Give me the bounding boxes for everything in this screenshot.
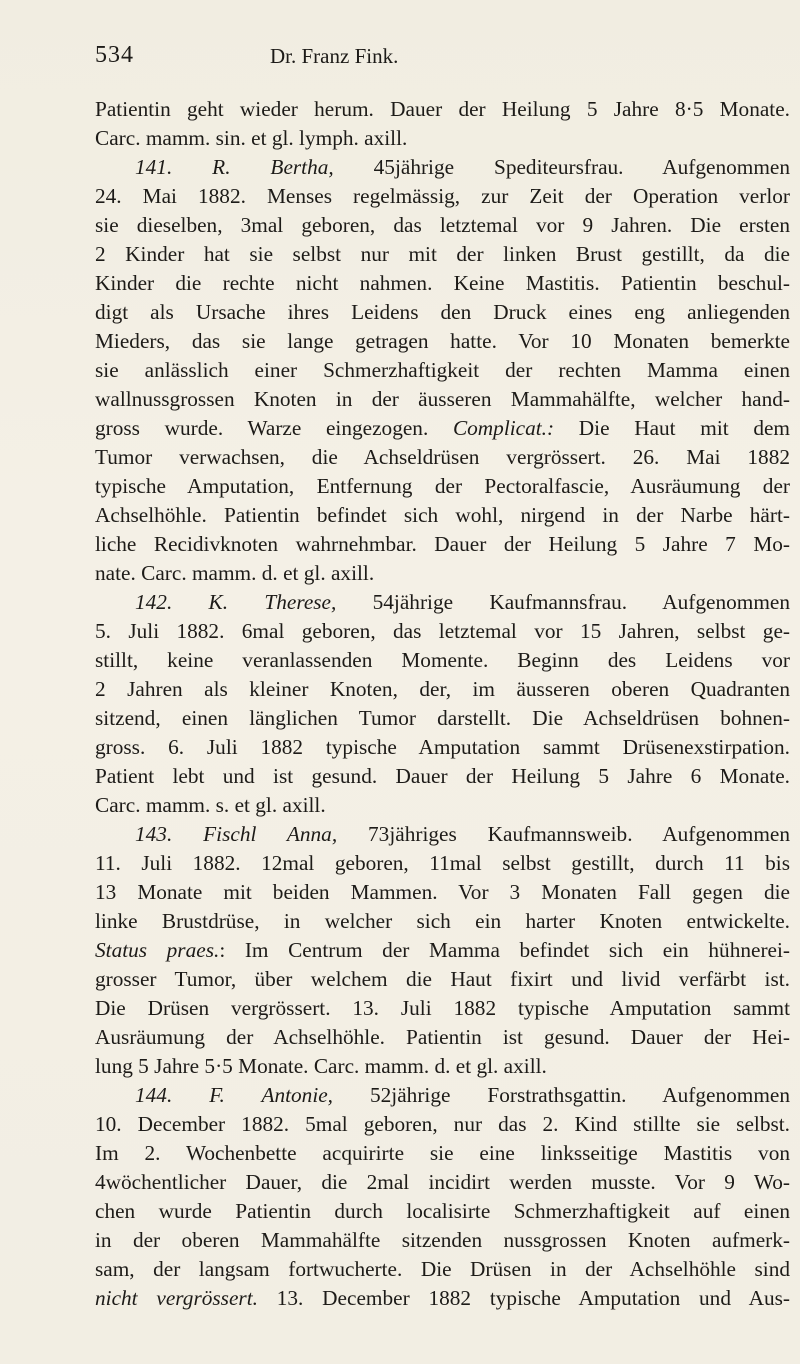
text-run: : Im Centrum der Mamma befindet sich ein hühnerei- bbox=[219, 938, 790, 962]
text-run: Die Haut mit dem bbox=[554, 416, 791, 440]
text-line bbox=[95, 1052, 790, 1081]
text-run: gross wurde. Warze eingezogen. bbox=[95, 416, 453, 440]
text-run: liche Recidivknoten wahrnehmbar. Dauer der Heilung 5 Jahre 7 Mo- bbox=[95, 532, 790, 556]
text-line bbox=[95, 762, 790, 791]
text-run: grosser Tumor, über welchem die Haut fixirt und livid verfärbt ist. bbox=[95, 967, 790, 991]
text-run: 2 Jahren als kleiner Knoten, der, im äusseren oberen Quadranten bbox=[95, 677, 790, 701]
text-line bbox=[95, 1168, 790, 1197]
text-line bbox=[95, 1197, 790, 1226]
text-run: stillt, keine veranlassenden Momente. Beginn des Leidens vor bbox=[95, 648, 790, 672]
text-run: 5. Juli 1882. 6mal geboren, das letztemal vor 15 Jahren, selbst ge- bbox=[95, 619, 790, 643]
text-line bbox=[95, 1284, 790, 1313]
text-run: Die Drüsen vergrössert. 13. Juli 1882 typische Amputation sammt bbox=[95, 996, 790, 1020]
text-run: typische Amputation, Entfernung der Pectoralfascie, Ausräumung der bbox=[95, 474, 790, 498]
text-line bbox=[95, 965, 790, 994]
text-run: chen wurde Patientin durch localisirte Schmerzhaftigkeit auf einen bbox=[95, 1199, 790, 1223]
text-run: Carc. mamm. sin. et gl. lymph. axill. bbox=[95, 126, 408, 150]
text-line bbox=[95, 182, 790, 211]
text-line bbox=[95, 1255, 790, 1284]
italic-text: 142. K. Therese, bbox=[135, 590, 337, 614]
text-line bbox=[95, 443, 790, 472]
text-run: 24. Mai 1882. Menses regelmässig, zur Zeit der Operation verlor bbox=[95, 184, 790, 208]
text-run: Kinder die rechte nicht nahmen. Keine Mastitis. Patientin beschul- bbox=[95, 271, 790, 295]
text-run: Patientin geht wieder herum. Dauer der Heilung 5 Jahre 8·5 Monate. bbox=[95, 97, 790, 121]
text-run: in der oberen Mammahälfte sitzenden nussgrossen Knoten aufmerk- bbox=[95, 1228, 790, 1252]
text-line bbox=[95, 501, 790, 530]
text-line bbox=[95, 1226, 790, 1255]
text-run: Im 2. Wochenbette acquirirte sie eine linksseitige Mastitis von bbox=[95, 1141, 790, 1165]
text-run: 52jährige Forstrathsgattin. Aufgenommen bbox=[333, 1083, 790, 1107]
text-line bbox=[95, 95, 790, 124]
text-run: 54jährige Kaufmannsfrau. Aufgenommen bbox=[336, 590, 790, 614]
text-run: lung 5 Jahre 5·5 Monate. Carc. mamm. d. et gl. axill. bbox=[95, 1054, 547, 1078]
page-header bbox=[95, 40, 760, 80]
text-run: sie dieselben, 3mal geboren, das letztemal vor 9 Jahren. Die ersten bbox=[95, 213, 790, 237]
text-run: wallnussgrossen Knoten in der äusseren Mammahälfte, welcher hand- bbox=[95, 387, 790, 411]
italic-text: nicht vergrössert. bbox=[95, 1286, 258, 1310]
text-line bbox=[95, 269, 790, 298]
text-line bbox=[95, 530, 790, 559]
case-heading-line bbox=[95, 1081, 790, 1110]
text-run: 45jährige Spediteursfrau. Aufgenommen bbox=[333, 155, 790, 179]
text-line bbox=[95, 1139, 790, 1168]
text-run: 73jähriges Kaufmannsweib. Aufgenommen bbox=[337, 822, 790, 846]
text-run: Ausräumung der Achselhöhle. Patientin ist gesund. Dauer der Hei- bbox=[95, 1025, 790, 1049]
page-number: 534 bbox=[95, 42, 134, 68]
text-run: linke Brustdrüse, in welcher sich ein harter Knoten entwickelte. bbox=[95, 909, 790, 933]
text-run: sitzend, einen länglichen Tumor darstellt. Die Achseldrüsen bohnen- bbox=[95, 706, 790, 730]
text-line bbox=[95, 1110, 790, 1139]
text-line bbox=[95, 936, 790, 965]
text-line bbox=[95, 675, 790, 704]
italic-text: 144. F. Antonie, bbox=[135, 1083, 334, 1107]
text-line bbox=[95, 327, 790, 356]
text-line bbox=[95, 849, 790, 878]
text-line bbox=[95, 994, 790, 1023]
text-line bbox=[95, 791, 790, 820]
italic-text: Status praes. bbox=[95, 938, 220, 962]
text-line bbox=[95, 472, 790, 501]
text-run: 2 Kinder hat sie selbst nur mit der linken Brust gestillt, da die bbox=[95, 242, 790, 266]
text-line bbox=[95, 878, 790, 907]
text-run: Mieders, das sie lange getragen hatte. Vor 10 Monaten bemerkte bbox=[95, 329, 790, 353]
text-run: 11. Juli 1882. 12mal geboren, 11mal selbst gestillt, durch 11 bis bbox=[95, 851, 790, 875]
text-run: digt als Ursache ihres Leidens den Druck eines eng anliegenden bbox=[95, 300, 790, 324]
case-heading-line bbox=[95, 820, 790, 849]
text-line bbox=[95, 356, 790, 385]
text-line bbox=[95, 385, 790, 414]
text-line bbox=[95, 124, 790, 153]
text-line bbox=[95, 1023, 790, 1052]
text-line bbox=[95, 733, 790, 762]
text-run: 4wöchentlicher Dauer, die 2mal incidirt werden musste. Vor 9 Wo- bbox=[95, 1170, 790, 1194]
text-line bbox=[95, 240, 790, 269]
case-heading-line bbox=[95, 588, 790, 617]
text-line bbox=[95, 298, 790, 327]
italic-text: 141. R. Bertha, bbox=[135, 155, 334, 179]
text-line bbox=[95, 704, 790, 733]
text-line bbox=[95, 211, 790, 240]
case-heading-line bbox=[95, 153, 790, 182]
text-line bbox=[95, 414, 790, 443]
text-line bbox=[95, 646, 790, 675]
text-run: sam, der langsam fortwucherte. Die Drüsen in der Achselhöhle sind bbox=[95, 1257, 790, 1281]
text-run: 10. December 1882. 5mal geboren, nur das 2. Kind stillte sie selbst. bbox=[95, 1112, 790, 1136]
text-run: Carc. mamm. s. et gl. axill. bbox=[95, 793, 326, 817]
text-run: sie anlässlich einer Schmerzhaftigkeit der rechten Mamma einen bbox=[95, 358, 790, 382]
text-run: Patient lebt und ist gesund. Dauer der Heilung 5 Jahre 6 Monate. bbox=[95, 764, 790, 788]
text-run: nate. Carc. mamm. d. et gl. axill. bbox=[95, 561, 375, 585]
text-run: Tumor verwachsen, die Achseldrüsen vergrössert. 26. Mai 1882 bbox=[95, 445, 790, 469]
italic-text: 143. Fischl Anna, bbox=[135, 822, 338, 846]
italic-text: Complicat.: bbox=[452, 416, 555, 440]
text-line bbox=[95, 559, 790, 588]
running-head: Dr. Franz Fink. bbox=[270, 44, 399, 68]
text-line bbox=[95, 907, 790, 936]
text-run: 13. December 1882 typische Amputation und Aus- bbox=[257, 1286, 790, 1310]
body-text bbox=[95, 95, 790, 1313]
text-run: gross. 6. Juli 1882 typische Amputation sammt Drüsenexstirpation. bbox=[95, 735, 790, 759]
text-run: 13 Monate mit beiden Mammen. Vor 3 Monaten Fall gegen die bbox=[95, 880, 790, 904]
text-line bbox=[95, 617, 790, 646]
text-run: Achselhöhle. Patientin befindet sich wohl, nirgend in der Narbe härt- bbox=[95, 503, 790, 527]
